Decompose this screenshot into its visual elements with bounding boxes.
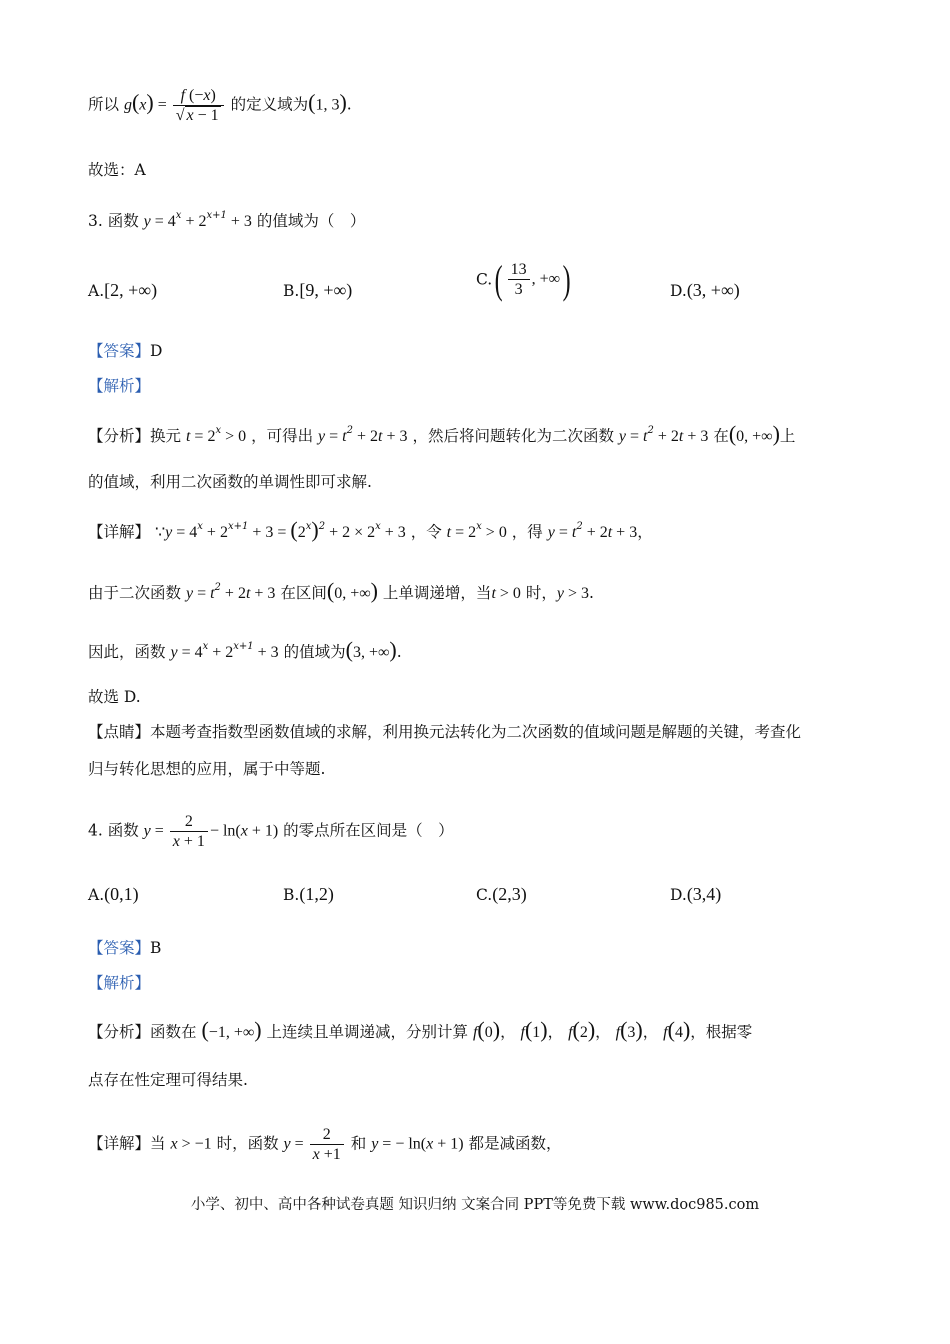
q3-comment-line-1: 【点睛】本题考查指数型函数值域的求解，利用换元法转化为二次函数的值域问题是解题的关键，考查化 xyxy=(88,723,802,741)
q4-analysis-line-1: 【分析】函数在 (−1, +∞) 上连续且单调递减，分别计算 f(0)， f(1)， f(2)， f(3)， f(4)，根据零 xyxy=(88,1017,753,1042)
q3-choose-d: 故选 D. xyxy=(88,688,141,706)
q3-answer: 【答案】D xyxy=(88,342,163,360)
q3-detail-line-1: 【详解】 ∵y = $4^x + 2^{x+1} + 3 = (2^x)^2 + 2 \times 2^x + 3$ ，令 $t = 2^x > 0$ ，得 $y = t^2 + 2t + 3$， xyxy=(88,517,653,542)
q3-comment-line-2: 归与转化思想的应用，属于中等题. xyxy=(88,760,326,778)
question-4: 4. 函数 y = $\frac{2}{x + 1}$ − ln(x + 1) 的零点所在区间是（ ） xyxy=(88,813,454,850)
q4-answer: 【答案】B xyxy=(88,939,162,957)
q4-detail-line-1: 【详解】当 x > −1 时，函数 y = $\frac{2}{x +1}$ 和 y = − ln(x + 1) 都是减函数， xyxy=(88,1126,562,1163)
q3-detail-line-2: 由于二次函数 $y = t^2 + 2t + 3$ 在区间(0, +∞) 上单调递增，当t > 0 时，y > 3. xyxy=(88,578,594,603)
q4-analysis-heading: 【解析】 xyxy=(88,974,151,992)
choose-a-line: 故选：A xyxy=(88,161,146,179)
q3-analysis-line-1: 【分析】换元 $t = 2^x > 0$ ，可得出 $y = t^2 + 2t + 3$ ，然后将问题转化为二次函数 $y = t^2 + 2t + 3$ 在(0, +∞)上 xyxy=(88,421,796,446)
q3-detail-line-3: 因此，函数 $y = 4^x + 2^{x+1} + 3$ 的值域为(3, +∞). xyxy=(88,637,402,662)
q3-option-b: B.[9, +∞) xyxy=(283,280,353,300)
q3-analysis-heading: 【解析】 xyxy=(88,377,151,395)
page-footer: 小学、初中、高中各种试卷真题 知识归纳 文案合同 PPT等免费下载 www.doc985.com xyxy=(190,1197,760,1213)
q4-option-c: C.(2,3) xyxy=(476,884,527,904)
q4-option-d: D.(3,4) xyxy=(670,884,722,904)
q4-analysis-line-2: 点存在性定理可得结果. xyxy=(88,1071,248,1089)
question-3: 3. 函数 $y = 4^x + 2^{x+1} + 3$ 的值域为（ ） xyxy=(88,210,366,230)
q4-option-a: A.(0,1) xyxy=(88,884,139,904)
domain-conclusion-line: 所以 g(x) = $\frac{f (-x)}{√ x - 1}$ 的定义域为(1, 3). xyxy=(88,87,352,124)
q3-option-a: A.[2, +∞) xyxy=(88,280,158,300)
q4-option-b: B.(1,2) xyxy=(283,884,334,904)
q3-analysis-line-2: 的值域，利用二次函数的单调性即可求解. xyxy=(88,473,372,491)
q3-option-c: C.( $\frac{13}{3}$ , +∞) xyxy=(476,257,571,302)
q3-option-d: D.(3, +∞) xyxy=(670,280,740,300)
